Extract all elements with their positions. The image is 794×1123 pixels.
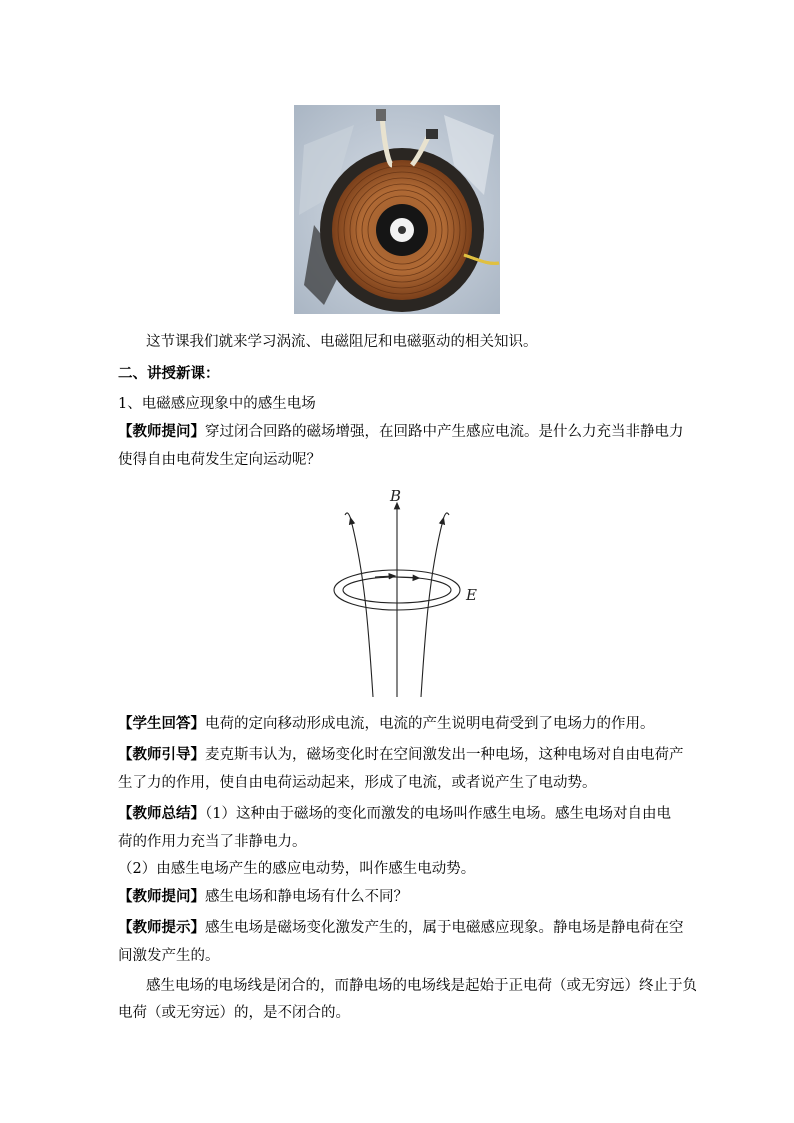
student-answer-text: 电荷的定向移动形成电流，电流的产生说明电荷受到了电场力的作用。 bbox=[205, 716, 655, 732]
student-answer bbox=[118, 715, 688, 733]
teacher-question-1-line1 bbox=[118, 423, 688, 441]
teacher-question-text: 穿过闭合回路的磁场增强，在回路中产生感应电流。是什么力充当非静电力 bbox=[205, 424, 684, 440]
closing-line2: 电荷（或无穷远）的，是不闭合的。 bbox=[118, 1005, 350, 1021]
teacher-hint-line2: 间激发产生的。 bbox=[118, 948, 220, 964]
teacher-hint-tag: 【教师提示】 bbox=[118, 919, 205, 936]
teacher-question-2-text: 感生电场和静电场有什么不同？ bbox=[205, 889, 408, 905]
teacher-summary-tag: 【教师总结】 bbox=[118, 805, 205, 822]
closing-line1: 感生电场的电场线是闭合的，而静电场的电场线是起始于正电荷（或无穷远）终止于负 bbox=[146, 978, 697, 994]
teacher-question-2 bbox=[118, 888, 688, 906]
induced-field-diagram bbox=[325, 485, 495, 700]
label-e: E bbox=[466, 586, 477, 604]
teacher-guide-line2: 生了力的作用，使自由电荷运动起来，形成了电流，或者说产生了电动势。 bbox=[118, 775, 597, 791]
intro-text: 这节课我们就来学习涡流、电磁阻尼和电磁驱动的相关知识。 bbox=[146, 334, 538, 350]
teacher-hint-line1 bbox=[118, 919, 688, 937]
teacher-summary-text: （1）这种由于磁场的变化而激发的电场叫作感生电场。感生电场对自由电 bbox=[205, 806, 671, 822]
sub-heading: 1、电磁感应现象中的感生电场 bbox=[118, 396, 316, 412]
teacher-summary-line3: （2）由感生电场产生的感应电动势，叫作感生电动势。 bbox=[118, 861, 476, 877]
label-b: B bbox=[390, 487, 402, 505]
teacher-summary-line1 bbox=[118, 805, 688, 823]
teacher-guide-tag: 【教师引导】 bbox=[118, 746, 205, 763]
induction-coil-photo bbox=[294, 105, 500, 314]
teacher-hint-text: 感生电场是磁场变化激发产生的，属于电磁感应现象。静电场是静电荷在空 bbox=[205, 920, 684, 936]
teacher-question-2-tag: 【教师提问】 bbox=[118, 888, 205, 905]
teacher-question-1-line2: 使得自由电荷发生定向运动呢？ bbox=[118, 452, 321, 468]
teacher-guide-line1 bbox=[118, 746, 688, 764]
student-answer-tag: 【学生回答】 bbox=[118, 715, 205, 732]
teacher-guide-text: 麦克斯韦认为，磁场变化时在空间激发出一种电场，这种电场对自由电荷产 bbox=[205, 747, 684, 763]
teacher-summary-line2: 荷的作用力充当了非静电力。 bbox=[118, 834, 307, 850]
section-heading: 二、讲授新课： bbox=[118, 365, 220, 382]
teacher-question-tag: 【教师提问】 bbox=[118, 423, 205, 440]
